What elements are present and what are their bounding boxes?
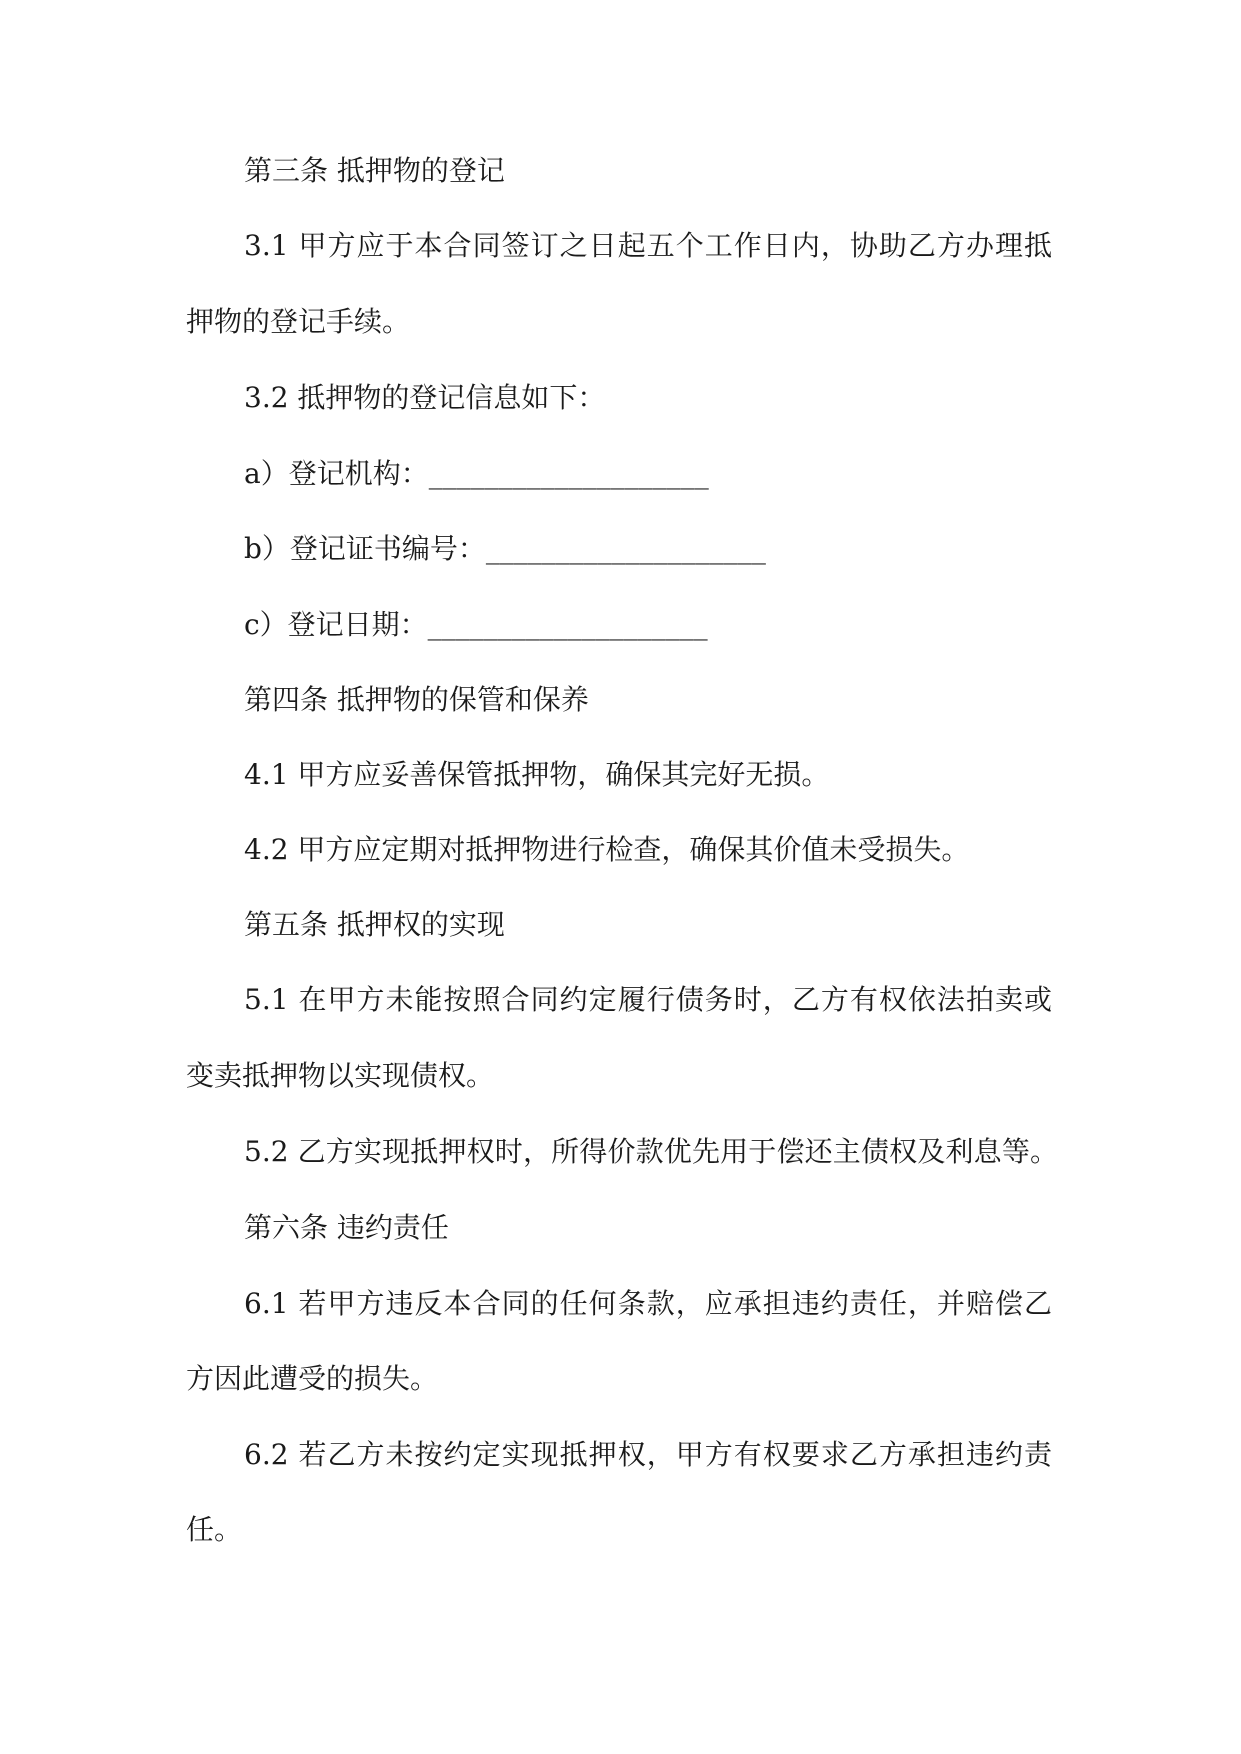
clause-6-2-line1: 6.2 若乙方未按约定实现抵押权，甲方有权要求乙方承担违约责: [244, 1438, 1052, 1471]
clause-3-1-line2: 押物的登记手续。: [186, 305, 411, 338]
clause-4-1: 4.1 甲方应妥善保管抵押物，确保其完好无损。: [244, 758, 830, 791]
clause-3-1-line1: 3.1 甲方应于本合同签订之日起五个工作日内，协助乙方办理抵: [244, 229, 1052, 262]
item-b-certificate-number: b）登记证书编号：____________________: [244, 532, 766, 565]
clause-6-1-line2: 方因此遭受的损失。: [186, 1362, 439, 1395]
section-heading-6: 第六条 违约责任: [244, 1211, 449, 1244]
clause-5-1-line1: 5.1 在甲方未能按照合同约定履行债务时，乙方有权依法拍卖或: [244, 983, 1052, 1016]
section-heading-4: 第四条 抵押物的保管和保养: [244, 683, 589, 716]
clause-3-2: 3.2 抵押物的登记信息如下：: [244, 381, 606, 414]
item-c-registration-date: c）登记日期：____________________: [244, 608, 708, 641]
clause-5-1-line2: 变卖抵押物以实现债权。: [186, 1059, 495, 1092]
section-heading-3: 第三条 抵押物的登记: [244, 154, 505, 187]
item-a-registration-agency: a）登记机构：____________________: [244, 457, 709, 490]
clause-5-2: 5.2 乙方实现抵押权时，所得价款优先用于偿还主债权及利息等。: [244, 1135, 1058, 1168]
clause-6-1-line1: 6.1 若甲方违反本合同的任何条款，应承担违约责任，并赔偿乙: [244, 1287, 1052, 1320]
clause-4-2: 4.2 甲方应定期对抵押物进行检查，确保其价值未受损失。: [244, 833, 970, 866]
clause-6-2-line2: 任。: [186, 1513, 243, 1546]
section-heading-5: 第五条 抵押权的实现: [244, 908, 505, 941]
